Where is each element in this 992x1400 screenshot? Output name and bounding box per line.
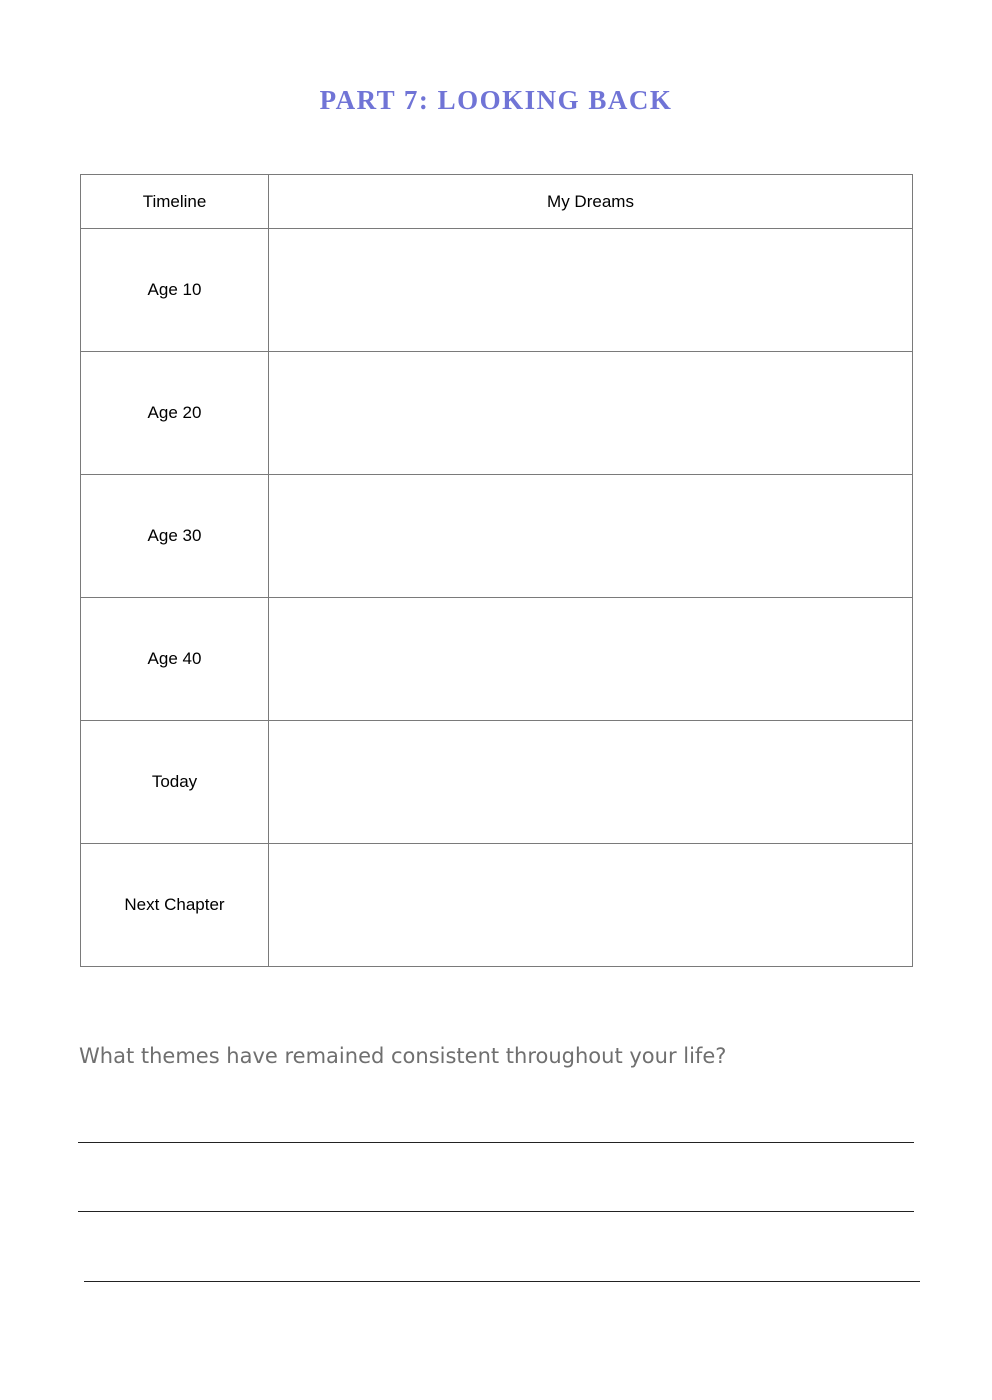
- timeline-cell: Next Chapter: [81, 844, 269, 967]
- page-title: PART 7: LOOKING BACK: [319, 85, 673, 115]
- table-row: [81, 598, 913, 721]
- timeline-cell: Age 20: [81, 352, 269, 475]
- timeline-header: Timeline: [81, 175, 269, 229]
- reflection-prompt: What themes have remained consistent throughout your life?: [79, 1044, 727, 1068]
- timeline-cell: Today: [81, 721, 269, 844]
- timeline-cell: Age 30: [81, 475, 269, 598]
- dream-cell[interactable]: [269, 229, 913, 352]
- table-row: [81, 352, 913, 475]
- timeline-table: [80, 174, 913, 967]
- dream-cell[interactable]: [269, 352, 913, 475]
- answer-line[interactable]: [84, 1281, 920, 1282]
- dream-cell[interactable]: [269, 475, 913, 598]
- timeline-cell: Age 10: [81, 229, 269, 352]
- table-row: [81, 229, 913, 352]
- dream-cell[interactable]: [269, 598, 913, 721]
- answer-line[interactable]: [78, 1211, 914, 1212]
- dreams-header: My Dreams: [269, 175, 913, 229]
- dream-cell[interactable]: [269, 844, 913, 967]
- dream-cell[interactable]: [269, 721, 913, 844]
- table-row: [81, 721, 913, 844]
- answer-line[interactable]: [78, 1142, 914, 1143]
- timeline-cell: Age 40: [81, 598, 269, 721]
- table-row: [81, 475, 913, 598]
- table-header-row: [81, 175, 913, 229]
- table-row: [81, 844, 913, 967]
